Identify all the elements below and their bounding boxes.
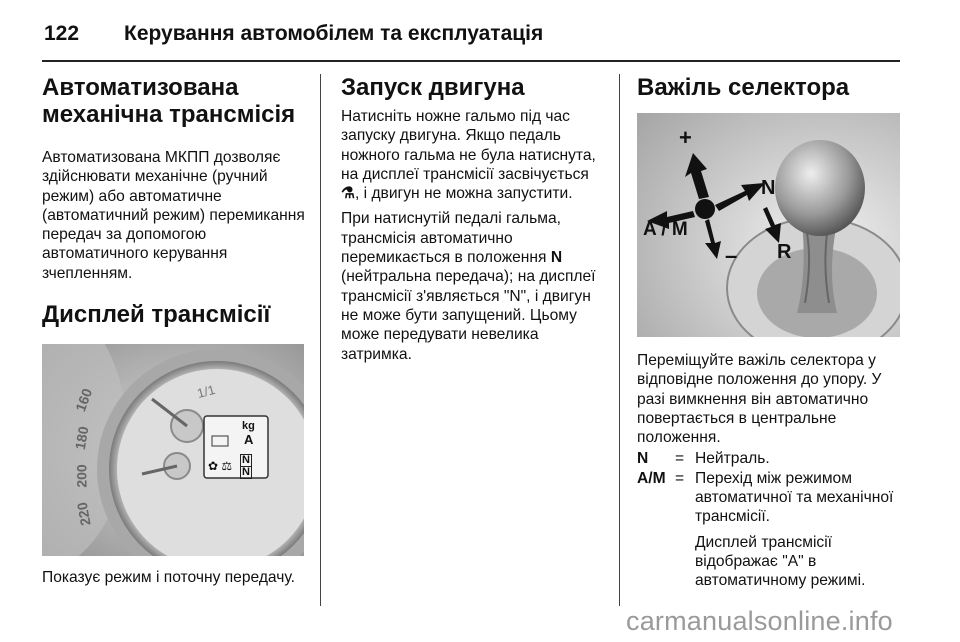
display-gear: N [242,454,250,467]
transmission-display-figure [42,344,304,556]
position-r-label: R [777,241,792,263]
selector-paragraph: Переміщуйте важіль селектора у відповідне положення до упору. У разі вимкнення він автоматично повертається в центральне положення. [637,352,882,447]
position-plus-label: + [679,125,692,150]
display-kg: kg [242,420,255,433]
engine-start-text-end: , і двигун не можна запустити. [354,185,573,203]
position-am-label: A / M [643,219,688,240]
definition-list [637,449,907,590]
figure-caption: Показує режим і поточну передачу. [42,569,295,587]
page-number: 122 [44,22,80,45]
definition-equals: = [675,469,685,487]
definition-row [637,449,907,468]
gauge-label: 180 [71,425,92,451]
gauge-label: 200 [73,464,90,488]
page-header [0,0,960,62]
definition-description: Перехід між режимом автоматичної та механічної трансмісії. [695,469,894,526]
running-title: Керування автомобілем та експлуатація [124,22,544,45]
definition-row [637,469,907,527]
paragraph-text: При натиснутій педалі гальма, трансмісія автоматично перемикається в положення [341,210,561,267]
subheading-display: Дисплей трансмісії [42,301,271,329]
column-2 [341,74,611,364]
engine-start-text: Натисніть ножне гальмо під час запуску двигуна. Якщо педаль ножного гальма не була натиснута, на дисплеї трансмісії засвічується [341,108,596,183]
gauge-label: 160 [72,386,96,414]
definition-note-row [637,533,907,591]
engine-start-paragraph-1 [341,107,611,203]
warning-icon: ✿ ⚖ [208,459,233,474]
display-gear-sub: N [242,466,250,479]
gauge-label: 1/1 [195,381,217,402]
position-minus-label: – [725,243,738,268]
column-3 [637,74,907,591]
gauge-label: 220 [73,501,94,527]
section-heading-engine-start: Запуск двигуна [341,74,525,101]
neutral-symbol: N [550,249,563,267]
section-heading-amt: Автоматизована механічна трансмісія [42,74,296,128]
display-mode-letter: A [244,432,254,448]
column-1 [42,74,310,587]
engine-start-paragraph-2 [341,209,611,363]
definition-term: N [637,450,649,468]
brake-pedal-icon: ⚗ [341,185,355,203]
column-divider-1 [320,74,321,606]
definition-note: Дисплей трансмісії відображає "A" в автоматичному режимі. [695,533,866,590]
section-heading-selector: Важіль селектора [637,74,850,101]
selector-lever-figure [637,113,900,337]
definition-term: A/M [637,469,666,487]
header-rule [42,60,900,62]
paragraph-text-end: (нейтральна передача); на дисплеї трансмісії з'являється "N", і двигун не може бути запущений. Цьому може передувати невелика затримка. [341,268,596,363]
definition-description: Нейтраль. [695,450,770,468]
intro-paragraph: Автоматизована МКПП дозволяє здійснювати механічне (ручний режим) або автоматичне (автоматичний режим) перемикання передач за допомогою автоматичного керування зчепленням. [42,149,305,282]
site-watermark: carmanualsonline.info [626,606,893,636]
definition-equals: = [675,450,685,468]
column-divider-2 [619,74,620,606]
position-n-label: N [761,177,776,199]
